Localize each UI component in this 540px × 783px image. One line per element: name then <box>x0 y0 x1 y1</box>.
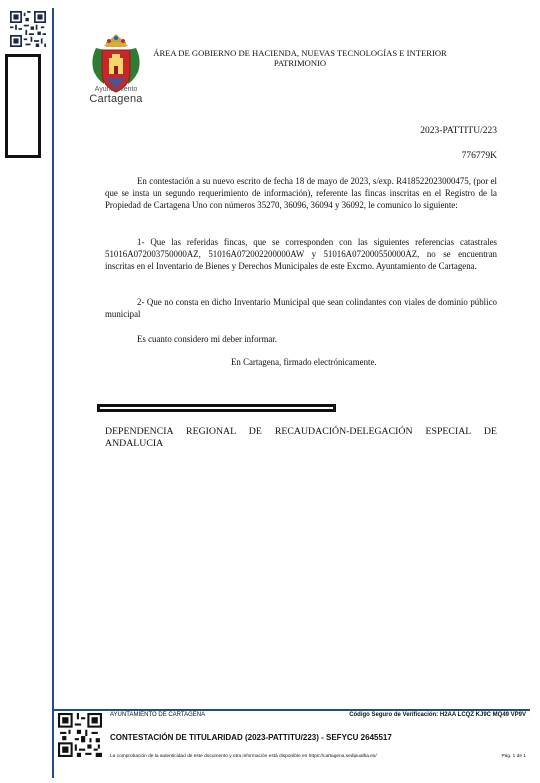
qr-code-top <box>10 9 46 49</box>
department-subname: PATRIMONIO <box>273 58 327 68</box>
paragraph-point-2-text: 2- Que no consta en dicho Inventario Municipal que sean colindantes con viales de dominio público municipal <box>105 297 497 320</box>
paragraph-point-1 <box>105 236 497 273</box>
footer-document-title: CONTESTACIÓN DE TITULARIDAD (2023-PATTITU/223) - SEFYCU 2645517 <box>110 733 392 742</box>
qr-code-footer <box>58 712 102 758</box>
recipient-address: DEPENDENCIA REGIONAL DE RECAUDACIÓN-DELEGACIÓN ESPECIAL DE ANDALUCIA <box>105 426 497 449</box>
redacted-name-bar <box>97 404 336 412</box>
document-code: 776779K <box>461 151 497 161</box>
paragraph-point-1-text: 1- Que las referidas fincas, que se corresponden con las siguientes referencias catastrales 51016A072003750000AZ, 51016A072002200000AW y 51016A072000550000AZ, no se encuentran inscritas en el Inventario de Bienes y Derechos Municipales de este Excmo. Ayuntamiento de Cartagena. <box>105 237 497 272</box>
footer-rule <box>52 709 530 711</box>
footer-verification-note: La comprobación de la autenticidad de este documento y otra información está disponible en https://cartagena.sedipualba.es/ <box>110 754 377 759</box>
department-name: ÁREA DE GOBIERNO DE HACIENDA, NUEVAS TECNOLOGÍAS E INTERIOR <box>153 48 447 58</box>
expediente-number: 2023-PATTITU/223 <box>420 126 497 136</box>
margin-rule <box>52 8 54 778</box>
department-header <box>150 48 450 68</box>
footer-verification-code: Código Seguro de Verificación: H2AA LCQZ KJ9C MQ49 VP9V <box>349 712 526 718</box>
paragraph-intro <box>105 175 497 212</box>
logo-caption-cartagena: Cartagena <box>89 93 143 105</box>
paragraph-closing: Es cuanto considero mi deber informar. <box>137 334 277 344</box>
signature-line: En Cartagena, firmado electrónicamente. <box>231 357 377 367</box>
footer-organization: AYUNTAMIENTO DE CARTAGENA <box>110 712 206 718</box>
logo-caption-ayuntamiento: Ayuntamiento <box>94 86 138 93</box>
paragraph-point-2 <box>105 296 497 320</box>
paragraph-intro-text: En contestación a su nuevo escrito de fecha 18 de mayo de 2023, s/exp. R418522023000475, (por el que se insta un segundo requerimiento de información), referente las fincas inscritas en el Registro de la Propiedad de Cartagena Uno con números 35270, 36096, 36094 y 36092, le comunico lo siguiente: <box>105 176 497 211</box>
redacted-stamp-box <box>5 54 41 158</box>
footer-page-number: Pág. 1 de 1 <box>501 754 526 759</box>
